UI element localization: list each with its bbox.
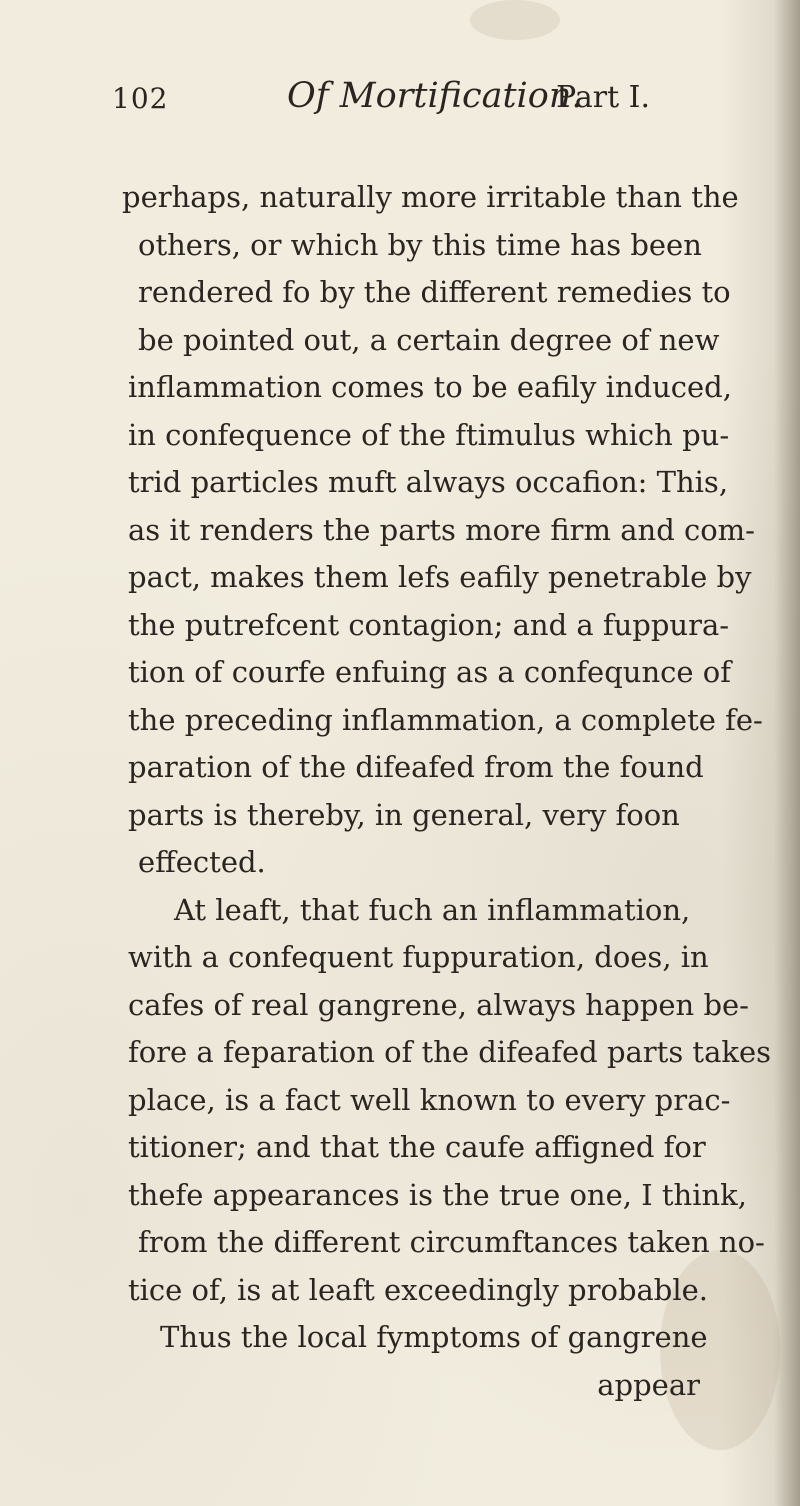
page-number: 102	[112, 82, 169, 115]
text-line: in confequence of the ftimulus which pu-	[128, 417, 730, 452]
paper-stain	[470, 0, 560, 40]
text-line: rendered fo by the different remedies to	[138, 275, 731, 309]
text-line: fore a feparation of the difeafed parts takes	[128, 1035, 771, 1069]
text-line: effected.	[138, 845, 266, 879]
part-label: Part I.	[556, 80, 651, 115]
text-line: thefe appearances is the true one, I think,	[128, 1177, 747, 1212]
text-line: trid particles muft always occafion: This,	[128, 465, 729, 499]
text-line: paration of the difeafed from the found	[128, 750, 704, 784]
page-header	[0, 76, 800, 132]
text-line: the putrefcent contagion; and a fuppura-	[128, 607, 730, 642]
text-line: be pointed out, a certain degree of new	[138, 322, 720, 357]
text-line: pact, makes them lefs eafily penetrable by	[128, 560, 752, 594]
text-line: inflammation comes to be eafily induced,	[128, 370, 732, 404]
text-line: with a confequent fuppuration, does, in	[128, 940, 709, 974]
text-line: titioner; and that the caufe affigned for	[128, 1130, 706, 1164]
text-line: place, is a fact well known to every prac-	[128, 1082, 731, 1117]
text-line: tice of, is at leaft exceedingly probable.	[128, 1272, 709, 1307]
text-line: cafes of real gangrene, always happen be-	[128, 987, 749, 1022]
text-line: Thus the local fymptoms of gangrene	[160, 1320, 708, 1354]
text-line: the preceding inflammation, a complete fe-	[128, 702, 763, 737]
text-line: parts is thereby, in general, very foon	[128, 797, 680, 832]
catchword: appear	[597, 1367, 700, 1402]
running-title: Of Mortification.	[287, 76, 583, 116]
text-line: At leaft, that fuch an inflammation,	[174, 892, 691, 927]
text-line: others, or which by this time has been	[138, 227, 702, 262]
page-edge	[774, 0, 800, 1506]
body-text	[110, 174, 771, 1409]
text-line: perhaps, naturally more irritable than the	[122, 180, 739, 214]
text-line: as it renders the parts more firm and com-	[128, 512, 755, 547]
text-line: from the different circumftances taken no-	[138, 1225, 765, 1259]
text-line: tion of courfe enfuing as a confequnce of	[128, 655, 731, 689]
